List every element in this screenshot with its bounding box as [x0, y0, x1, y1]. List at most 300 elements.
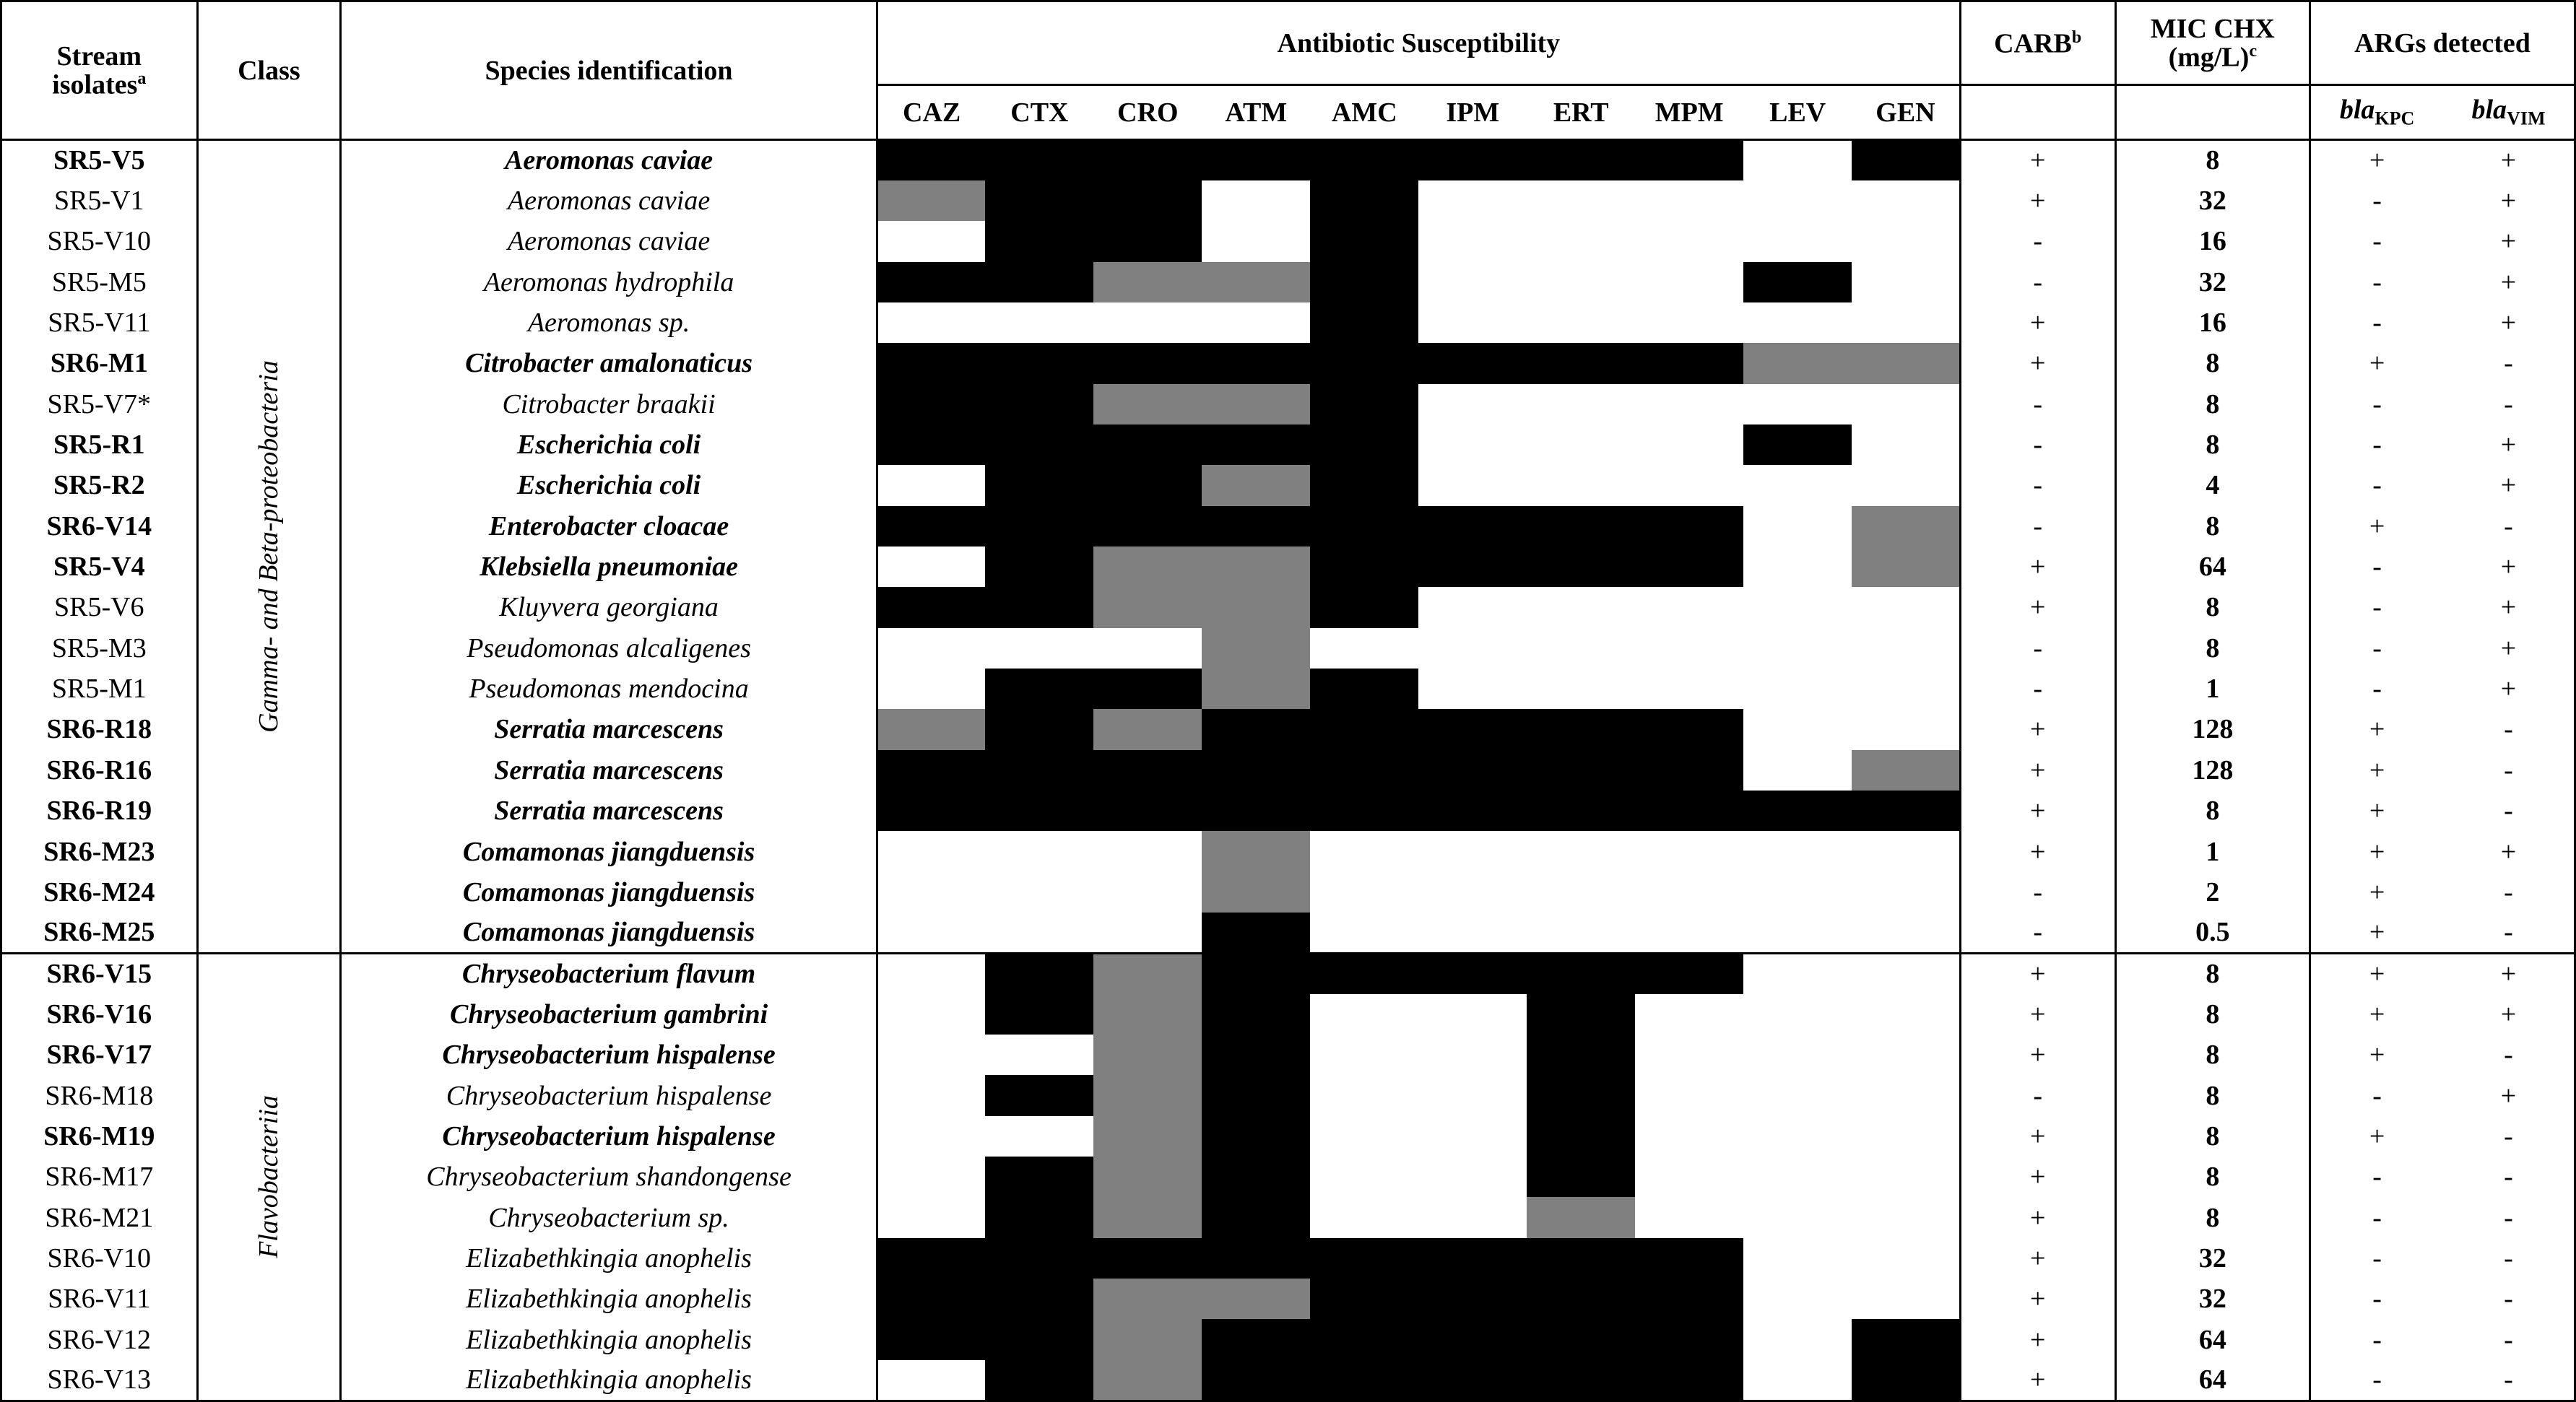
isolate-cell: SR6-V11: [1, 1279, 198, 1319]
isolate-cell: SR6-V17: [1, 1035, 198, 1075]
susceptibility-cell-lev: [1743, 628, 1852, 669]
susceptibility-cell-caz: [877, 506, 985, 547]
susceptibility-cell-gen: [1852, 628, 1960, 669]
susceptibility-cell-amc: [1310, 628, 1418, 669]
susceptibility-cell-amc: [1310, 1035, 1418, 1075]
susceptibility-cell-caz: [877, 547, 985, 587]
table-row: [1, 750, 2575, 791]
susceptibility-cell-lev: [1743, 302, 1852, 343]
mic-cell: 8: [2115, 1157, 2310, 1197]
vim-cell: -: [2504, 1202, 2513, 1233]
header-args-detected: ARGs detected: [2310, 1, 2575, 85]
kpc-cell: +: [2369, 714, 2385, 745]
mic-cell: 1: [2115, 669, 2310, 709]
susceptibility-cell-ipm: [1418, 1319, 1527, 1359]
mic-cell: 8: [2115, 1197, 2310, 1237]
mic-cell: 32: [2115, 1279, 2310, 1319]
susceptibility-cell-amc: [1310, 872, 1418, 913]
susceptibility-cell-ipm: [1418, 221, 1527, 261]
susceptibility-cell-gen: [1852, 1319, 1960, 1359]
species-cell: Escherichia coli: [341, 424, 877, 465]
class-group-cell: [197, 140, 341, 954]
species-cell: Aeromonas caviae: [341, 221, 877, 261]
table-row: [1, 953, 2575, 993]
table-row: [1, 1319, 2575, 1359]
susceptibility-cell-gen: [1852, 1116, 1960, 1157]
carb-cell: -: [1960, 384, 2115, 424]
carb-cell: +: [1960, 831, 2115, 871]
susceptibility-cell-gen: [1852, 1197, 1960, 1237]
susceptibility-cell-mpm: [1635, 587, 1743, 627]
susceptibility-cell-cro: [1093, 669, 1202, 709]
susceptibility-cell-ert: [1527, 302, 1635, 343]
isolate-cell: SR5-V4: [1, 547, 198, 587]
table-row: [1, 913, 2575, 953]
susceptibility-cell-amc: [1310, 791, 1418, 831]
mic-cell: 128: [2115, 750, 2310, 791]
vim-cell: -: [2504, 1284, 2513, 1315]
susceptibility-cell-ctx: [985, 180, 1093, 221]
kpc-cell: +: [2369, 754, 2385, 785]
susceptibility-cell-lev: [1743, 587, 1852, 627]
susceptibility-cell-mpm: [1635, 343, 1743, 383]
isolate-cell: SR5-R2: [1, 465, 198, 505]
susceptibility-cell-gen: [1852, 1035, 1960, 1075]
carb-cell: +: [1960, 1035, 2115, 1075]
susceptibility-cell-ert: [1527, 669, 1635, 709]
kpc-cell: -: [2372, 1242, 2382, 1273]
species-cell: Chryseobacterium sp.: [341, 1197, 877, 1237]
susceptibility-cell-ctx: [985, 1360, 1093, 1401]
carb-cell: +: [1960, 587, 2115, 627]
susceptibility-cell-ctx: [985, 587, 1093, 627]
susceptibility-cell-atm: [1202, 506, 1310, 547]
mic-cell: 8: [2115, 791, 2310, 831]
susceptibility-cell-lev: [1743, 506, 1852, 547]
vim-cell: +: [2500, 430, 2517, 461]
susceptibility-cell-ipm: [1418, 506, 1527, 547]
susceptibility-cell-ipm: [1418, 628, 1527, 669]
susceptibility-cell-caz: [877, 913, 985, 953]
table-row: [1, 506, 2575, 547]
susceptibility-cell-lev: [1743, 1238, 1852, 1279]
susceptibility-cell-ctx: [985, 994, 1093, 1035]
table-row: [1, 628, 2575, 669]
header-mic-chx: MIC CHX $(mg/L)^c$: [2115, 1, 2310, 85]
species-cell: Pseudomonas mendocina: [341, 669, 877, 709]
table-row: [1, 343, 2575, 383]
susceptibility-cell-amc: [1310, 953, 1418, 993]
susceptibility-cell-cro: [1093, 384, 1202, 424]
susceptibility-cell-cro: [1093, 1075, 1202, 1115]
susceptibility-cell-ipm: [1418, 140, 1527, 180]
susceptibility-cell-ctx: [985, 1157, 1093, 1197]
class-group-cell: [197, 953, 341, 1401]
species-cell: Comamonas jiangduensis: [341, 872, 877, 913]
susceptibility-cell-caz: [877, 872, 985, 913]
table-body: [1, 140, 2575, 1401]
susceptibility-cell-ert: [1527, 547, 1635, 587]
isolate-cell: SR6-M18: [1, 1075, 198, 1115]
susceptibility-cell-atm: [1202, 953, 1310, 993]
susceptibility-cell-cro: [1093, 709, 1202, 749]
susceptibility-cell-ert: [1527, 1319, 1635, 1359]
susceptibility-cell-ipm: [1418, 994, 1527, 1035]
carb-cell: -: [1960, 262, 2115, 302]
kpc-cell: -: [2372, 1324, 2382, 1355]
susceptibility-cell-amc: [1310, 831, 1418, 871]
susceptibility-cell-cro: [1093, 221, 1202, 261]
susceptibility-cell-ipm: [1418, 1035, 1527, 1075]
susceptibility-cell-cro: [1093, 1360, 1202, 1401]
species-cell: Chryseobacterium hispalense: [341, 1116, 877, 1157]
susceptibility-cell-mpm: [1635, 1279, 1743, 1319]
susceptibility-cell-mpm: [1635, 709, 1743, 749]
susceptibility-cell-mpm: [1635, 506, 1743, 547]
susceptibility-cell-ipm: [1418, 750, 1527, 791]
mic-cell: 32: [2115, 1238, 2310, 1279]
kpc-cell: +: [2369, 1120, 2385, 1151]
species-cell: Elizabethkingia anophelis: [341, 1279, 877, 1319]
carb-cell: +: [1960, 994, 2115, 1035]
susceptibility-cell-atm: [1202, 913, 1310, 953]
header-antibiotic-susceptibility: Antibiotic Susceptibility: [877, 1, 1960, 85]
susceptibility-cell-amc: [1310, 1197, 1418, 1237]
susceptibility-cell-gen: [1852, 343, 1960, 383]
isolate-cell: SR5-R1: [1, 424, 198, 465]
susceptibility-cell-gen: [1852, 221, 1960, 261]
kpc-cell: -: [2372, 1162, 2382, 1193]
susceptibility-cell-gen: [1852, 180, 1960, 221]
header-species: Species identification: [341, 1, 877, 140]
susceptibility-cell-cro: [1093, 913, 1202, 953]
header-antibiotic-amc: AMC: [1310, 85, 1418, 140]
susceptibility-cell-mpm: [1635, 262, 1743, 302]
susceptibility-cell-ipm: [1418, 669, 1527, 709]
susceptibility-cell-cro: [1093, 994, 1202, 1035]
species-cell: Aeromonas hydrophila: [341, 262, 877, 302]
susceptibility-cell-ipm: [1418, 262, 1527, 302]
susceptibility-cell-gen: [1852, 547, 1960, 587]
susceptibility-cell-mpm: [1635, 140, 1743, 180]
susceptibility-cell-caz: [877, 1319, 985, 1359]
susceptibility-cell-atm: [1202, 1116, 1310, 1157]
susceptibility-cell-amc: [1310, 1360, 1418, 1401]
susceptibility-cell-gen: [1852, 791, 1960, 831]
susceptibility-cell-lev: [1743, 1360, 1852, 1401]
species-cell: Escherichia coli: [341, 465, 877, 505]
species-cell: Klebsiella pneumoniae: [341, 547, 877, 587]
susceptibility-cell-mpm: [1635, 547, 1743, 587]
susceptibility-cell-atm: [1202, 669, 1310, 709]
susceptibility-cell-lev: [1743, 1116, 1852, 1157]
susceptibility-cell-cro: [1093, 1279, 1202, 1319]
susceptibility-cell-lev: [1743, 1075, 1852, 1115]
species-cell: Aeromonas caviae: [341, 180, 877, 221]
susceptibility-cell-caz: [877, 587, 985, 627]
vim-cell: +: [2500, 998, 2517, 1029]
susceptibility-cell-amc: [1310, 587, 1418, 627]
isolate-cell: SR5-V7*: [1, 384, 198, 424]
susceptibility-cell-amc: [1310, 262, 1418, 302]
kpc-cell: -: [2372, 1202, 2382, 1233]
isolate-cell: SR6-M21: [1, 1197, 198, 1237]
kpc-cell: -: [2372, 592, 2382, 623]
isolate-cell: SR5-M5: [1, 262, 198, 302]
header-antibiotic-lev: LEV: [1743, 85, 1852, 140]
susceptibility-cell-cro: [1093, 506, 1202, 547]
susceptibility-cell-caz: [877, 221, 985, 261]
susceptibility-cell-ipm: [1418, 709, 1527, 749]
susceptibility-cell-gen: [1852, 872, 1960, 913]
isolate-cell: SR6-M23: [1, 831, 198, 871]
carb-cell: +: [1960, 1279, 2115, 1319]
susceptibility-cell-mpm: [1635, 465, 1743, 505]
vim-cell: +: [2500, 470, 2517, 501]
susceptibility-cell-atm: [1202, 221, 1310, 261]
class-group-label: Flavobacteriia: [253, 1095, 285, 1259]
susceptibility-cell-lev: [1743, 669, 1852, 709]
isolate-cell: SR6-V15: [1, 953, 198, 993]
susceptibility-cell-mpm: [1635, 994, 1743, 1035]
susceptibility-cell-atm: [1202, 384, 1310, 424]
mic-cell: 32: [2115, 180, 2310, 221]
vim-cell: -: [2504, 348, 2513, 379]
carb-cell: -: [1960, 506, 2115, 547]
table-row: [1, 1360, 2575, 1401]
susceptibility-cell-atm: [1202, 831, 1310, 871]
susceptibility-cell-ert: [1527, 221, 1635, 261]
susceptibility-cell-atm: [1202, 343, 1310, 383]
vim-cell: +: [2500, 186, 2517, 217]
susceptibility-cell-ert: [1527, 1157, 1635, 1197]
kpc-cell: -: [2372, 266, 2382, 297]
susceptibility-cell-ctx: [985, 1238, 1093, 1279]
susceptibility-cell-cro: [1093, 628, 1202, 669]
susceptibility-cell-gen: [1852, 831, 1960, 871]
susceptibility-cell-amc: [1310, 465, 1418, 505]
susceptibility-cell-atm: [1202, 1035, 1310, 1075]
kpc-cell: -: [2372, 226, 2382, 257]
mic-cell: 8: [2115, 1075, 2310, 1115]
susceptibility-cell-mpm: [1635, 302, 1743, 343]
susceptibility-cell-ctx: [985, 221, 1093, 261]
susceptibility-cell-caz: [877, 1279, 985, 1319]
susceptibility-cell-gen: [1852, 1360, 1960, 1401]
susceptibility-cell-ert: [1527, 180, 1635, 221]
mic-cell: 16: [2115, 302, 2310, 343]
susceptibility-cell-ipm: [1418, 1157, 1527, 1197]
susceptibility-cell-gen: [1852, 709, 1960, 749]
isolate-cell: SR6-M25: [1, 913, 198, 953]
mic-cell: 8: [2115, 587, 2310, 627]
header-gene-vim: bla$_{VIM}$: [2443, 85, 2575, 140]
carb-cell: +: [1960, 791, 2115, 831]
susceptibility-cell-ert: [1527, 831, 1635, 871]
susceptibility-cell-caz: [877, 1360, 985, 1401]
susceptibility-cell-ert: [1527, 1197, 1635, 1237]
carb-cell: +: [1960, 750, 2115, 791]
vim-cell: +: [2500, 552, 2517, 583]
susceptibility-cell-amc: [1310, 1116, 1418, 1157]
susceptibility-cell-amc: [1310, 1319, 1418, 1359]
susceptibility-cell-atm: [1202, 750, 1310, 791]
susceptibility-cell-caz: [877, 1116, 985, 1157]
kpc-cell: -: [2372, 552, 2382, 583]
susceptibility-cell-caz: [877, 262, 985, 302]
susceptibility-cell-gen: [1852, 1238, 1960, 1279]
susceptibility-cell-mpm: [1635, 1035, 1743, 1075]
susceptibility-cell-ctx: [985, 750, 1093, 791]
table-row: [1, 709, 2575, 749]
susceptibility-cell-amc: [1310, 140, 1418, 180]
susceptibility-cell-gen: [1852, 424, 1960, 465]
species-cell: Elizabethkingia anophelis: [341, 1319, 877, 1359]
header-isolates: Stream isolates$^a$: [1, 1, 198, 140]
susceptibility-cell-atm: [1202, 587, 1310, 627]
susceptibility-cell-cro: [1093, 547, 1202, 587]
header-antibiotic-cro: CRO: [1093, 85, 1202, 140]
species-cell: Citrobacter amalonaticus: [341, 343, 877, 383]
susceptibility-cell-lev: [1743, 140, 1852, 180]
carb-cell: -: [1960, 913, 2115, 953]
table-row: [1, 1238, 2575, 1279]
vim-cell: -: [2504, 796, 2513, 827]
species-cell: Chryseobacterium shandongense: [341, 1157, 877, 1197]
table-row: [1, 221, 2575, 261]
species-cell: Comamonas jiangduensis: [341, 913, 877, 953]
table-row: [1, 872, 2575, 913]
susceptibility-cell-atm: [1202, 424, 1310, 465]
kpc-cell: +: [2369, 796, 2385, 827]
susceptibility-cell-mpm: [1635, 913, 1743, 953]
susceptibility-cell-atm: [1202, 628, 1310, 669]
carb-cell: -: [1960, 669, 2115, 709]
susceptibility-cell-ctx: [985, 465, 1093, 505]
table-row: [1, 1157, 2575, 1197]
susceptibility-cell-amc: [1310, 709, 1418, 749]
carb-cell: -: [1960, 221, 2115, 261]
susceptibility-cell-ipm: [1418, 1116, 1527, 1157]
susceptibility-cell-amc: [1310, 424, 1418, 465]
kpc-cell: +: [2369, 917, 2385, 948]
susceptibility-cell-ctx: [985, 302, 1093, 343]
susceptibility-cell-lev: [1743, 424, 1852, 465]
vim-cell: -: [2504, 714, 2513, 745]
carb-cell: -: [1960, 872, 2115, 913]
species-cell: Comamonas jiangduensis: [341, 831, 877, 871]
susceptibility-cell-mpm: [1635, 221, 1743, 261]
susceptibility-cell-mpm: [1635, 1197, 1743, 1237]
susceptibility-cell-lev: [1743, 343, 1852, 383]
vim-cell: -: [2504, 1324, 2513, 1355]
header-carb: CARB$^b$: [1960, 1, 2115, 85]
carb-cell: -: [1960, 628, 2115, 669]
kpc-cell: +: [2369, 348, 2385, 379]
table-row: [1, 384, 2575, 424]
susceptibility-cell-caz: [877, 1157, 985, 1197]
susceptibility-cell-cro: [1093, 343, 1202, 383]
table-row: [1, 424, 2575, 465]
susceptibility-cell-lev: [1743, 221, 1852, 261]
susceptibility-cell-amc: [1310, 913, 1418, 953]
susceptibility-cell-mpm: [1635, 628, 1743, 669]
susceptibility-cell-ctx: [985, 709, 1093, 749]
mic-cell: 8: [2115, 343, 2310, 383]
susceptibility-cell-ert: [1527, 1238, 1635, 1279]
susceptibility-cell-ipm: [1418, 180, 1527, 221]
susceptibility-cell-caz: [877, 343, 985, 383]
susceptibility-cell-ipm: [1418, 587, 1527, 627]
susceptibility-cell-mpm: [1635, 180, 1743, 221]
susceptibility-cell-ctx: [985, 953, 1093, 993]
carb-cell: +: [1960, 1238, 2115, 1279]
species-cell: Elizabethkingia anophelis: [341, 1238, 877, 1279]
susceptibility-cell-ctx: [985, 1319, 1093, 1359]
table-row: [1, 1075, 2575, 1115]
susceptibility-cell-caz: [877, 628, 985, 669]
carb-cell: +: [1960, 709, 2115, 749]
table-row: [1, 1197, 2575, 1237]
susceptibility-cell-ctx: [985, 1197, 1093, 1237]
susceptibility-cell-amc: [1310, 547, 1418, 587]
mic-cell: 8: [2115, 994, 2310, 1035]
susceptibility-cell-mpm: [1635, 953, 1743, 993]
susceptibility-cell-ipm: [1418, 1197, 1527, 1237]
header-antibiotic-caz: CAZ: [877, 85, 985, 140]
susceptibility-cell-mpm: [1635, 872, 1743, 913]
susceptibility-cell-lev: [1743, 547, 1852, 587]
susceptibility-cell-gen: [1852, 587, 1960, 627]
susceptibility-cell-ipm: [1418, 872, 1527, 913]
susceptibility-cell-mpm: [1635, 1319, 1743, 1359]
susceptibility-cell-atm: [1202, 547, 1310, 587]
susceptibility-cell-gen: [1852, 953, 1960, 993]
header-class: Class: [197, 1, 341, 140]
susceptibility-cell-ipm: [1418, 465, 1527, 505]
vim-cell: -: [2504, 388, 2513, 419]
isolate-cell: SR6-V16: [1, 994, 198, 1035]
mic-cell: 8: [2115, 424, 2310, 465]
susceptibility-cell-gen: [1852, 262, 1960, 302]
susceptibility-cell-ctx: [985, 547, 1093, 587]
isolate-cell: SR5-V5: [1, 140, 198, 180]
mic-cell: 64: [2115, 1319, 2310, 1359]
susceptibility-cell-ert: [1527, 1116, 1635, 1157]
isolate-cell: SR6-M19: [1, 1116, 198, 1157]
susceptibility-cell-cro: [1093, 1157, 1202, 1197]
vim-cell: +: [2500, 1080, 2517, 1111]
susceptibility-cell-caz: [877, 180, 985, 221]
mic-cell: 2: [2115, 872, 2310, 913]
vim-cell: +: [2500, 226, 2517, 257]
table-row: [1, 1279, 2575, 1319]
vim-cell: +: [2443, 953, 2575, 993]
kpc-cell: -: [2372, 186, 2382, 217]
susceptibility-cell-caz: [877, 831, 985, 871]
mic-cell: 8: [2115, 953, 2310, 993]
species-cell: Serratia marcescens: [341, 709, 877, 749]
species-cell: Kluyvera georgiana: [341, 587, 877, 627]
table-row: [1, 302, 2575, 343]
kpc-cell: -: [2372, 1364, 2382, 1396]
susceptibility-cell-ctx: [985, 140, 1093, 180]
susceptibility-cell-ipm: [1418, 791, 1527, 831]
susceptibility-cell-cro: [1093, 140, 1202, 180]
susceptibility-cell-ctx: [985, 506, 1093, 547]
susceptibility-cell-cro: [1093, 831, 1202, 871]
species-cell: Chryseobacterium hispalense: [341, 1035, 877, 1075]
